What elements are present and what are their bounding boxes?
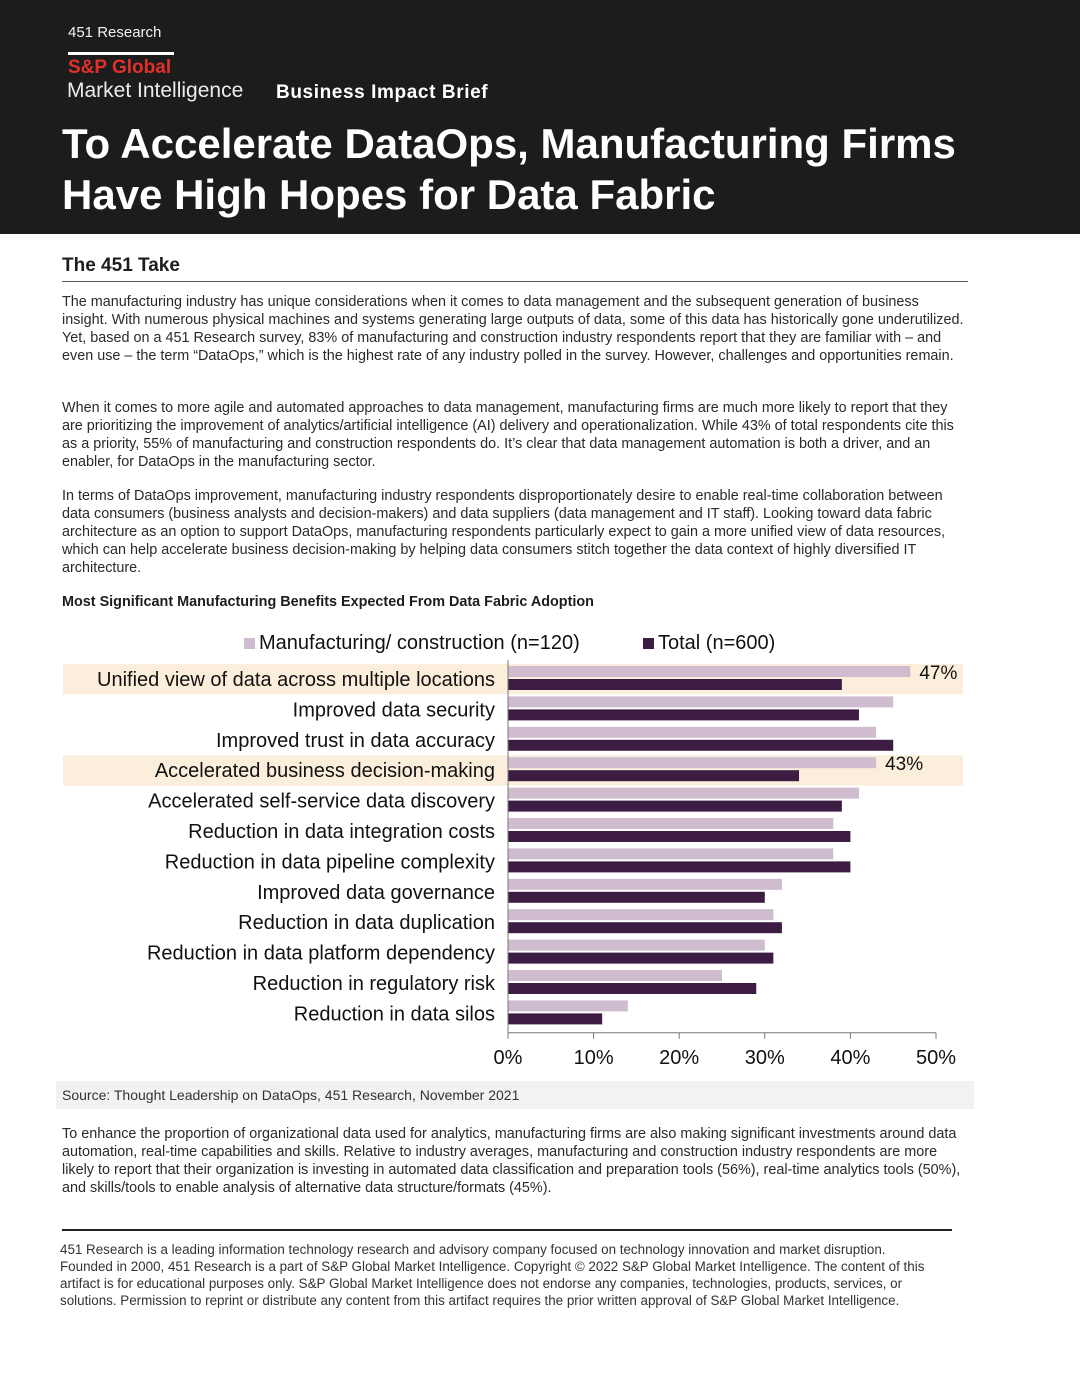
x-tick-label: 0% (493, 1046, 523, 1069)
x-tick-label: 10% (573, 1046, 614, 1069)
chart-title: Most Significant Manufacturing Benefits Expected From Data Fabric Adoption (62, 594, 594, 610)
x-tick-label: 40% (830, 1046, 871, 1069)
bar-total (508, 922, 782, 933)
bar-manufacturing (508, 940, 765, 951)
legend-label-2: Total (n=600) (658, 632, 776, 654)
bar-manufacturing (508, 696, 893, 707)
body-paragraph: To enhance the proportion of organizational data used for analytics, manufacturing firms are also making significant investments around data automation, real-time capabilities and skills. Relative to industry averages, manufacturing and construction industry respondents are more likely to report that their organization is investing in automated data classification and preparation tools (56%), real-time analytics tools (50%), and skills/tools to enable analysis of alternative data structure/formats (45%). (62, 1126, 961, 1196)
x-tick-label: 20% (659, 1046, 700, 1069)
data-label: 43% (885, 754, 924, 776)
category-label-accelerated-business-decision-making: Accelerated business decision-making (154, 760, 495, 783)
page-title: To Accelerate DataOps, Manufacturing Firms Have High Hopes for Data Fabric (62, 120, 956, 218)
bar-manufacturing (508, 788, 859, 799)
bar-manufacturing (508, 879, 782, 890)
bar-manufacturing (508, 1000, 628, 1011)
bar-total (508, 1013, 602, 1024)
source-box (56, 1081, 974, 1109)
category-label-reduction-in-data-integration-costs: Reduction in data integration costs (188, 821, 495, 843)
footer-divider (62, 1229, 952, 1231)
benefits-bar-chart (0, 620, 1080, 1075)
brand-sp-global: S&P Global (68, 57, 172, 78)
category-label-accelerated-self-service-data-discovery: Accelerated self-service data discovery (148, 790, 495, 813)
legend-swatch-2 (643, 638, 654, 649)
footer-disclaimer: 451 Research is a leading information technology research and advisory company focused on technology innovation and market disruption. Founded in 2000, 451 Research is a part of S&P Global Market Intelligence. Copyright © 2022 S&P Global Market Intelligence. The content of this artifact is for educational purposes only. S&P Global Market Intelligence does not endorse any companies, technologies, products, services, or solutions. Permission to reprint or distribute any content from this artifact requires the prior written approval of S&P Global Market Intelligence. (60, 1242, 925, 1308)
bar-manufacturing (508, 818, 833, 829)
category-label-reduction-in-data-pipeline-complexity: Reduction in data pipeline complexity (164, 851, 495, 874)
category-label-reduction-in-data-duplication: Reduction in data duplication (238, 912, 495, 935)
header-banner (0, 0, 1080, 234)
bar-manufacturing (508, 848, 833, 859)
data-label: 47% (919, 663, 958, 684)
bar-total (508, 861, 850, 872)
body-paragraph: When it comes to more agile and automated approaches to data management, manufacturing firms are much more likely to report that they are prioritizing the improvement of analytics/artificial intelligence (AI) delivery and operationalization. While 43% of total respondents cite this as a priority, 55% of manufacturing and construction respondents do. It’s clear that data management automation is both a driver, and an enabler, for DataOps in the manufacturing sector. (62, 400, 954, 470)
bar-total (508, 983, 756, 994)
source-citation: Source: Thought Leadership on DataOps, 451 Research, November 2021 (62, 1087, 520, 1103)
bar-manufacturing (508, 909, 773, 920)
legend-label-1: Manufacturing/ construction (n=120) (259, 632, 580, 654)
bar-manufacturing (508, 757, 876, 768)
category-label-improved-data-security: Improved data security (292, 699, 495, 722)
bar-total (508, 740, 893, 751)
bar-manufacturing (508, 727, 876, 738)
bar-total (508, 831, 850, 842)
bar-total (508, 801, 842, 812)
category-label-reduction-in-regulatory-risk: Reduction in regulatory risk (252, 973, 495, 995)
bar-total (508, 679, 842, 690)
brief-label: Business Impact Brief (276, 82, 489, 103)
body-paragraph: In terms of DataOps improvement, manufacturing industry respondents disproportionately desire to enable real-time collaboration between data consumers (business analysts and decision-makers) and data suppliers (data management and IT staff). Looking toward data fabric architecture as an option to support DataOps, manufacturing respondents particularly expect to gain a more unified view of data resources, which can help accelerate business decision-making by helping data consumers stitch together the data context of highly diversified IT architecture. (62, 488, 946, 576)
brand-divider (68, 52, 174, 55)
brand-451-research: 451 Research (68, 24, 162, 41)
category-label-improved-trust-in-data-accuracy: Improved trust in data accuracy (215, 729, 495, 752)
legend-swatch-1 (244, 638, 255, 649)
category-label-unified-view-of-data-across-multiple-locations: Unified view of data across multiple locations (97, 669, 495, 691)
category-label-reduction-in-data-platform-dependency: Reduction in data platform dependency (146, 942, 495, 965)
bar-total (508, 709, 859, 720)
body-paragraph: The manufacturing industry has unique considerations when it comes to data management and the subsequent generation of business insight. With numerous physical machines and systems generating large outputs of data, some of this data has historically gone underutilized. Yet, based on a 451 Research survey, 83% of manufacturing and construction industry respondents report that they are familiar with – and even use – the term “DataOps,” which is the highest rate of any industry polled in the survey. However, challenges and opportunities remain. (62, 294, 964, 364)
brand-market-intelligence: Market Intelligence (67, 79, 244, 102)
bar-total (508, 953, 773, 964)
category-label-reduction-in-data-silos: Reduction in data silos (293, 1003, 495, 1026)
x-tick-label: 50% (915, 1046, 957, 1069)
category-label-improved-data-governance: Improved data governance (257, 881, 495, 904)
section-divider (62, 281, 968, 282)
bar-total (508, 770, 799, 781)
section-title: The 451 Take (62, 255, 180, 276)
bar-total (508, 892, 765, 903)
bar-manufacturing (508, 666, 910, 677)
bar-manufacturing (508, 970, 722, 981)
x-tick-label: 30% (744, 1046, 785, 1069)
